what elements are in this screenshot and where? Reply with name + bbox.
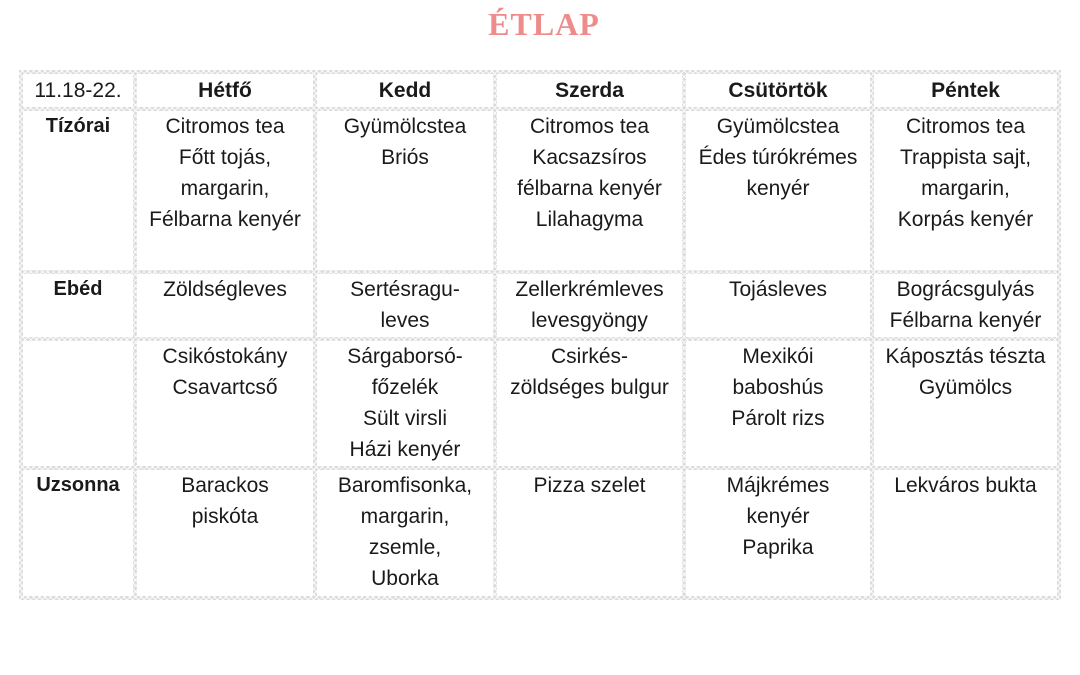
menu-cell: [874, 470, 1057, 596]
menu-item: Káposztás tészta: [885, 344, 1046, 368]
menu-item: Gyümölcstea: [343, 115, 467, 139]
menu-item: margarin,: [921, 177, 1010, 201]
menu-item: Lilahagyma: [535, 208, 644, 232]
menu-item: baboshús: [732, 375, 824, 399]
menu-item: Lekváros bukta: [894, 474, 1037, 498]
menu-item: Korpás kenyér: [897, 208, 1034, 232]
menu-cell: [686, 111, 870, 269]
menu-item: levesgyöngy: [531, 308, 648, 332]
menu-cell: [137, 341, 313, 467]
menu-cell: [137, 274, 313, 337]
menu-cell: [497, 341, 682, 467]
menu-cell: [317, 470, 493, 596]
menu-cell: [874, 274, 1057, 337]
menu-item: kenyér: [746, 505, 810, 529]
menu-item: margarin,: [180, 177, 270, 201]
meal-label-tizorai: Tízórai: [23, 111, 133, 269]
menu-item: Sertésragu-: [350, 277, 460, 301]
uzsonna-row: [23, 470, 1057, 596]
menu-item: Sült virsli: [362, 406, 447, 430]
menu-item: Csikóstokány: [162, 344, 288, 368]
page-title: ÉTLAP: [488, 6, 600, 42]
menu-item: Briós: [381, 146, 429, 170]
menu-item: főzelék: [371, 375, 439, 399]
menu-cell: [317, 341, 493, 467]
menu-cell: [686, 470, 870, 596]
menu-item: Csavartcső: [172, 375, 278, 399]
menu-item: margarin,: [360, 505, 450, 529]
menu-item: Főtt tojás,: [178, 146, 272, 170]
menu-item: zsemle,: [368, 536, 442, 560]
menu-item: Félbarna kenyér: [889, 308, 1042, 332]
menu-item: leves: [380, 308, 430, 332]
day-header-thursday: Csütörtök: [686, 74, 870, 107]
menu-item: Citromos tea: [905, 115, 1026, 139]
menu-cell: [686, 341, 870, 467]
menu-item: Mexikói: [742, 344, 814, 368]
meal-label-ebed: Ebéd: [23, 274, 133, 337]
ebed-soup-row: [23, 274, 1057, 337]
menu-item: Barackos: [181, 474, 269, 498]
menu-cell: [497, 111, 682, 269]
menu-item: Párolt rizs: [731, 406, 825, 430]
menu-item: piskóta: [191, 505, 259, 529]
menu-item: Tojásleves: [728, 277, 828, 301]
menu-item: Zöldségleves: [163, 277, 287, 301]
menu-item: Gyümölcstea: [716, 115, 840, 139]
day-header-monday: Hétfő: [137, 74, 313, 107]
menu-item: Citromos tea: [529, 115, 650, 139]
menu-item: Kacsazsíros: [532, 146, 647, 170]
menu-item: zöldséges bulgur: [510, 375, 669, 399]
menu-item: Bográcsgulyás: [896, 277, 1035, 301]
menu-cell: [317, 111, 493, 269]
menu-item: kenyér: [746, 177, 810, 201]
menu-item: Trappista sajt,: [899, 146, 1032, 170]
menu-item: félbarna kenyér: [517, 177, 662, 201]
tizorai-row: [23, 111, 1057, 269]
day-header-tuesday: Kedd: [317, 74, 493, 107]
meal-label-uzsonna: Uzsonna: [23, 470, 133, 596]
menu-cell: [137, 111, 313, 269]
menu-item: Májkrémes: [726, 474, 830, 498]
menu-item: Házi kenyér: [349, 437, 461, 461]
menu-item: Pizza szelet: [533, 474, 646, 498]
menu-item: Paprika: [742, 536, 814, 560]
menu-cell: [497, 470, 682, 596]
menu-cell: [497, 274, 682, 337]
menu-item: Baromfisonka,: [337, 474, 473, 498]
menu-item: Citromos tea: [165, 115, 285, 139]
menu-cell: [317, 274, 493, 337]
menu-item: Csirkés-: [551, 344, 628, 368]
date-range: 11.18-22.: [23, 74, 133, 107]
menu-item: Félbarna kenyér: [149, 208, 301, 232]
meal-label-empty: [23, 341, 133, 467]
menu-cell: [874, 111, 1057, 269]
menu-item: Zellerkrémleves: [515, 277, 664, 301]
day-header-friday: Péntek: [874, 74, 1057, 107]
menu-item: Sárgaborsó-: [347, 344, 463, 368]
menu-item: Uborka: [371, 567, 439, 591]
day-header-wednesday: Szerda: [497, 74, 682, 107]
menu-item: Gyümölcs: [918, 375, 1013, 399]
menu-table: [19, 70, 1061, 600]
menu-cell: [686, 274, 870, 337]
ebed-main-row: [23, 341, 1057, 467]
menu-item: Édes túrókrémes: [698, 146, 858, 170]
menu-cell: [137, 470, 313, 596]
menu-cell: [874, 341, 1057, 467]
header-row: [23, 74, 1057, 107]
